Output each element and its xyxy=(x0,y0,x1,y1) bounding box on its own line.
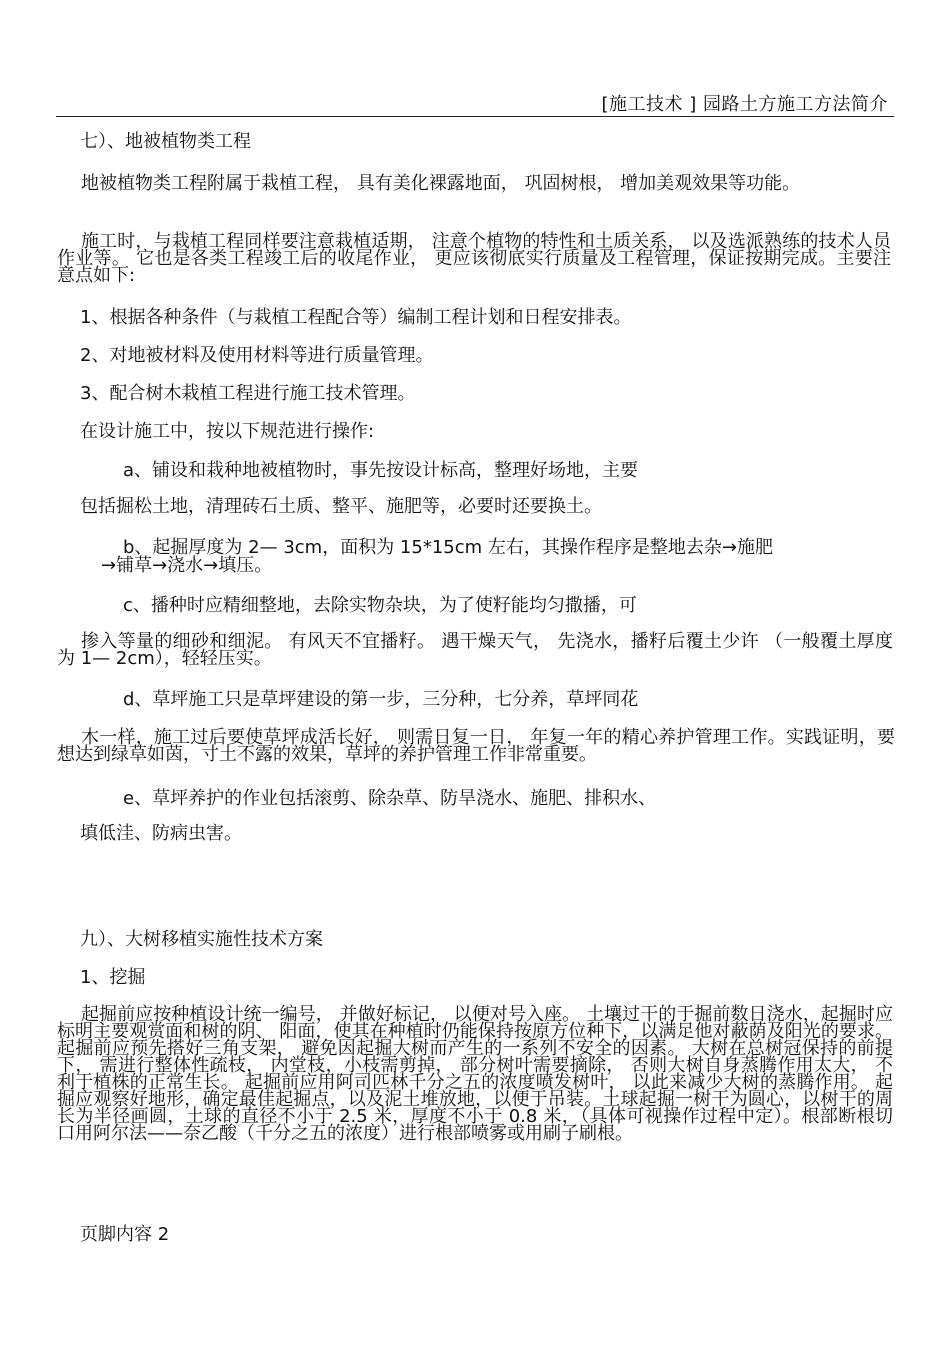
procedure-intro: 在设计施工中，按以下规范进行操作: xyxy=(80,421,375,442)
header-divider xyxy=(56,116,894,117)
step-d-paragraph: 木一样，施工过后要使草坪成活长好， 则需日复一日， 年复一年的精心养护管理工作。实践证明，要想达到绿草如茵，寸土不露的效果，草坪的养护管理工作非常重要。 xyxy=(57,727,895,765)
section-7-heading: 七）、地被植物类工程 xyxy=(80,131,251,152)
section-9-heading: 九）、大树移植实施性技术方案 xyxy=(80,929,323,950)
step-b-line-2: →铺草→浇水→填压。 xyxy=(101,555,273,576)
step-e-line-1: e、草坪养护的作业包括滚剪、除杂草、防旱浇水、施肥、排积水、 xyxy=(123,788,657,809)
section-9-body: 起掘前应按种植设计统一编号， 并做好标记， 以便对号入座。 土壤过干的于掘前数日浇水，起掘时应标明主要观赏面和树的阴、 阳面，使其在种植时仍能保持按原方位种下，以满足他对蔽荫及阳光的要求。 起掘前应预先搭好三角支架， 避免因起掘大树而产生的一系列不安全的因素。 大树在总树冠保持的前提下， 需进行整体性疏枝， 内堂枝，小枝需剪掉， 部分树叶需要摘除， 否则大树自身蒸腾作用太大， 不利于植株的正常生长。 起掘前应用阿司匹林千分之五的浓度喷发树叶， 以此来减少大树的蒸腾作用。 起掘应观察好地形，确定最佳起掘点，以及泥土堆放地，以便于吊装。土球起掘一树干为圆心，以树干的周长为半径画圆，土球的直径不小于 2.5 米，厚度不小于 0.8 米，（具体可视操作过程中定）。根部断根切口用阿尔法——奈乙酸（千分之五的浓度）进行根部喷雾或用刷子刷根。 xyxy=(57,1004,893,1144)
step-d-line-1: d、草坪施工只是草坪建设的第一步，三分种，七分养，草坪同花 xyxy=(123,689,639,710)
step-a-line-2: 包括掘松土地，清理砖石土质、整平、施肥等，必要时还要换土。 xyxy=(80,496,602,517)
list-item-2: 2、对地被材料及使用材料等进行质量管理。 xyxy=(80,345,434,366)
list-item-1: 1、根据各种条件（与栽植工程配合等）编制工程计划和日程安排表。 xyxy=(80,307,632,328)
step-a-line-1: a、铺设和栽种地被植物时，事先按设计标高，整理好场地，主要 xyxy=(123,460,639,481)
page-footer: 页脚内容 2 xyxy=(80,1224,170,1245)
section-9-subheading: 1、挖掘 xyxy=(80,967,146,988)
section-7-paragraph-1: 地被植物类工程附属于栽植工程， 具有美化裸露地面， 巩固树根， 增加美观效果等功能。 xyxy=(81,173,801,194)
step-c-paragraph: 掺入等量的细砂和细泥。 有风天不宜播籽。 遇干燥天气， 先浇水，播籽后覆土少许 （一般覆土厚度为 1— 2cm），轻轻压实。 xyxy=(57,631,893,669)
step-b-line-1: b、起掘厚度为 2— 3cm，面积为 15*15cm 左右，其操作程序是整地去杂→施肥 xyxy=(123,537,773,558)
page-header-title: [施工技术 ] 园路土方施工方法简介 xyxy=(601,94,888,115)
step-c-line-1: c、播种时应精细整地，去除实物杂块，为了使籽能均匀撒播，可 xyxy=(123,595,637,616)
list-item-3: 3、配合树木栽植工程进行施工技术管理。 xyxy=(80,383,416,404)
step-e-line-2: 填低洼、防病虫害。 xyxy=(80,823,242,844)
section-7-paragraph-2: 施工时，与栽植工程同样要注意栽植适期， 注意个植物的特性和土质关系， 以及选派熟练的技术人员作业等。 它也是各类工程竣工后的收尾作业， 更应该彻底实行质量及工程管理，保证按期完成。主要注意点如下: xyxy=(57,231,891,286)
